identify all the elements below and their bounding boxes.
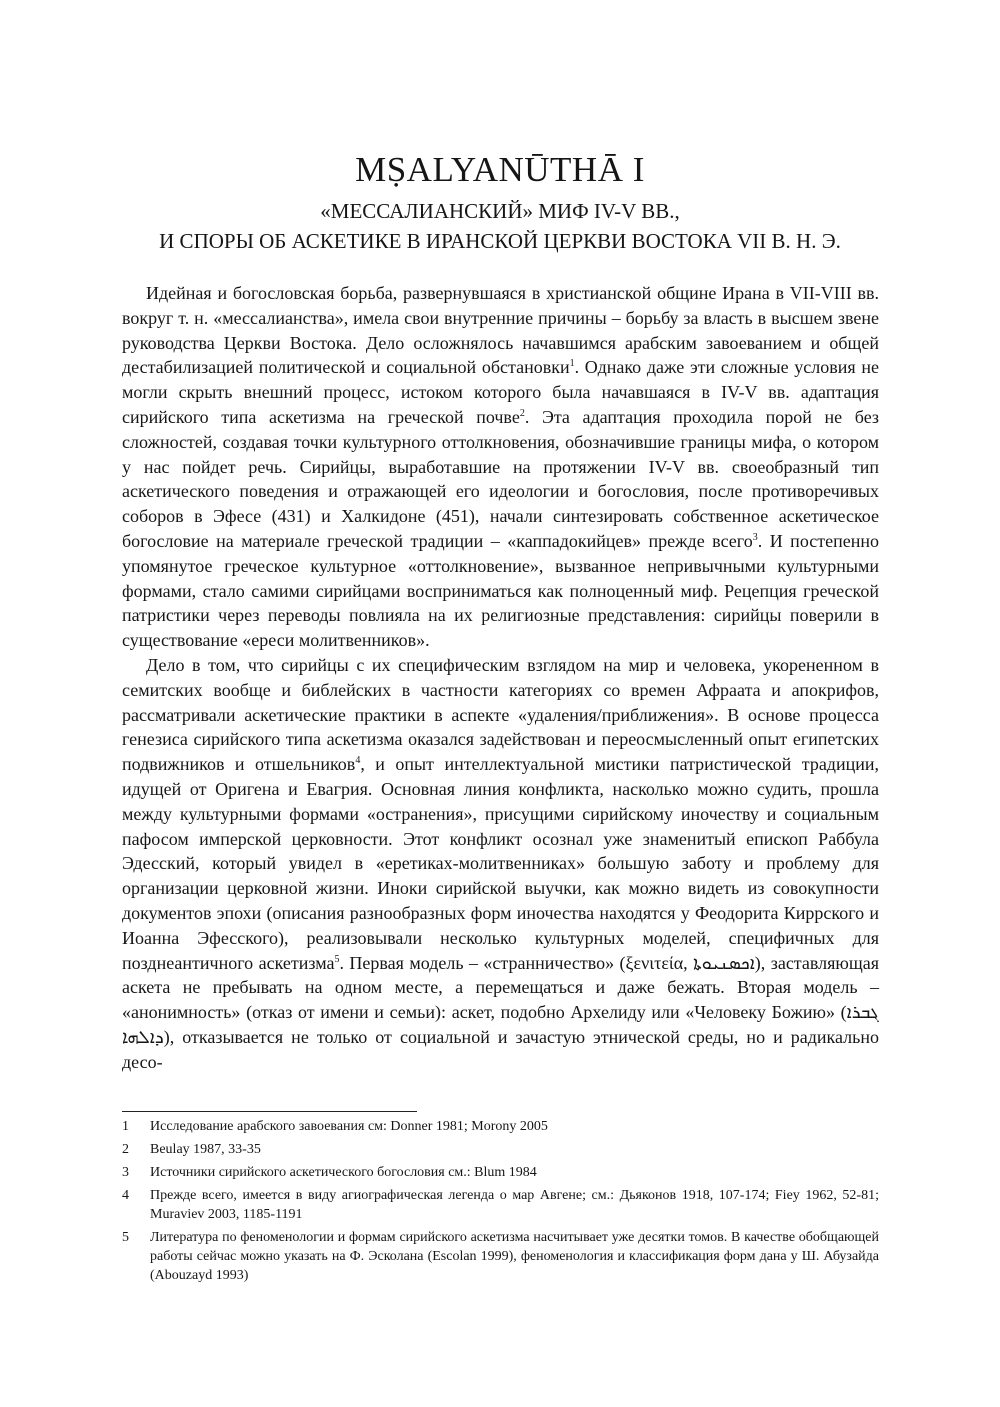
paragraph-text: . Первая модель – «странничество» (ξενιτεία, ܐܟܣܢܝܘܬܐ), заставляющая аскета не пребывать на одном месте, а перемещаться и даже бежать. Вторая модель – «анонимность» (отказ от имени и семьи): аскет, подобно Архелиду или «Человеку Божию» (ܓܒܪܐ ܕܐܠܗܐ), отказывается не только от социальной и зачастую этнической среды, но и радикально десо- xyxy=(122,952,879,1072)
paragraph-text: . Эта адаптация проходила порой не без сложностей, создавая точки культурного оттолкновения, обозначившие границы мифа, о котором у нас пойдет речь. Сирийцы, выработавшие на протяжении IV-V вв. своеобразный тип аскетического поведения и отражающей его идеологии и богословия, после противоречивых соборов в Эфесе (431) и Халкидоне (451), начали синтезировать собственное аскетическое богословие на материале греческой традиции – «каппадокийцев» прежде всего xyxy=(122,406,880,551)
body-paragraph xyxy=(122,281,879,653)
footnote-item xyxy=(122,1186,879,1224)
footnote-text: Исследование арабского завоевания см: Donner 1981; Morony 2005 xyxy=(150,1119,548,1134)
paragraph-text: Дело в том, что сирийцы с их специфическим взглядом на мир и человека, укорененном в семитских вообще и библейских в частности категориях со времен Афраата и апокрифов, рассматривали аскетические практики в аспекте «удаления/приближения». В основе процесса генезиса сирийского типа аскетизма оказался задействован и переосмысленный опыт египетских подвижников и отшельников xyxy=(122,654,879,775)
footnote-reference[interactable]: 1 xyxy=(569,358,575,370)
paragraph-text: Идейная и богословская борьба, развернувшаяся в христианской общине Ирана в VII-VIII вв. вокруг т. н. «мессалианства», имела свои внутренние причины – борьбу за власть в высшем звене руководства Церкви Востока. Дело осложнялось начавшимся арабским завоеванием и общей дестабилизацией политической и социальной обстановки xyxy=(122,283,879,378)
footnote-item xyxy=(122,1117,879,1136)
footnote-number: 1 xyxy=(122,1119,129,1134)
paragraph-text: , и опыт интеллектуальной мистики патристической традиции, идущей от Оригена и Евагрия. Основная линия конфликта, насколько можно судить, прошла между культурными формами «остранения», присущими сирийскому иночеству и социальным пафосом имперской церковности. Этот конфликт осознал уже знаменитый епископ Раббула Эдесский, который увидел в «еретиках-молитвенниках» большую заботу и проблему для организации церковной жизни. Иноки сирийской выучки, как можно видеть из совокупности документов эпохи (описания разнообразных форм иночества находятся у Феодорита Киррского и Иоанна Эфесского), реализовывали несколько культурных моделей, специфичных для позднеантичного аскетизма xyxy=(122,754,879,973)
subtitle-line-1: «МЕССАЛИАНСКИЙ» МИФ IV-V ВВ., xyxy=(320,199,680,223)
footnote-item xyxy=(122,1163,879,1182)
footnote-number: 2 xyxy=(122,1142,129,1157)
footnotes xyxy=(122,1117,879,1289)
footnote-reference[interactable]: 5 xyxy=(334,953,340,965)
footnote-item xyxy=(122,1140,879,1159)
body-text xyxy=(122,281,879,1075)
footnote-text: Источники сирийского аскетического богословия см.: Blum 1984 xyxy=(150,1165,537,1180)
footnote-number: 3 xyxy=(122,1165,129,1180)
footnote-divider xyxy=(122,1111,417,1112)
footnote-number: 4 xyxy=(122,1188,129,1203)
footnote-text: Прежде всего, имеется в виду агиографическая легенда о мар Авгене; см.: Дьяконов 1918, 107-174; Fiey 1962, 52-81; Muraviev 2003, 1185-1191 xyxy=(150,1188,879,1222)
footnote-item xyxy=(122,1228,879,1285)
body-paragraph xyxy=(122,653,879,1075)
paragraph-text: . И постепенно упомянутое греческое культурное «оттолкновение», вызванное непривычными культурными формами, стало самими сирийцами восприниматься как полноценный миф. Рецепция греческой патристики через переводы повлияла на их религиозные представления: сирийцы поверили в существование «ереси молитвенников». xyxy=(122,530,879,651)
footnote-reference[interactable]: 4 xyxy=(355,755,361,767)
footnote-reference[interactable]: 3 xyxy=(752,531,758,543)
title-block xyxy=(120,148,880,256)
footnote-text: Beulay 1987, 33-35 xyxy=(150,1142,261,1157)
footnote-reference[interactable]: 2 xyxy=(519,407,525,419)
footnote-text: Литература по феноменологии и формам сирийского аскетизма насчитывает уже десятки томов. В качестве обобщающей работы сейчас можно указать на Ф. Эсколана (Escolan 1999), феноменология и классификация форм дана у Ш. Абузайда (Abouzayd 1993) xyxy=(150,1230,879,1283)
subtitle-line-2: И СПОРЫ ОБ АСКЕТИКЕ В ИРАНСКОЙ ЦЕРКВИ ВОСТОКА VII В. Н. Э. xyxy=(159,229,841,253)
footnote-number: 5 xyxy=(122,1230,129,1245)
paragraph-text: . Однако даже эти сложные условия не могли скрыть внешний процесс, истоком которого была начавшаяся в IV-V вв. адаптация сирийского типа аскетизма на греческой почве xyxy=(122,357,879,427)
page-title: MṢALYANŪTHĀ I xyxy=(355,150,645,189)
